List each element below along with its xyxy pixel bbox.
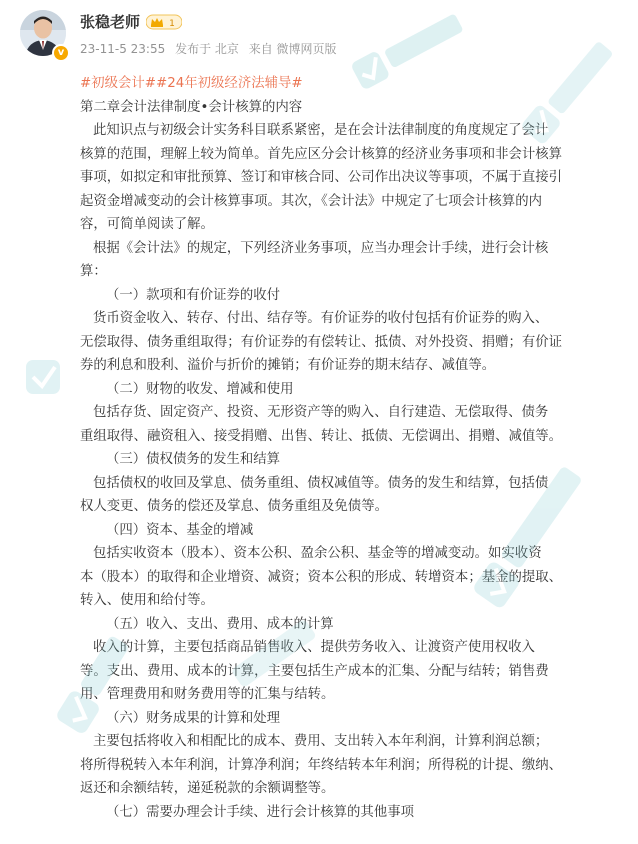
section-line: 包括实收资本（股本）、资本公积、盈余公积、基金等的增减变动。如实收资: [93, 546, 542, 561]
section-line: 券的利息和股利、溢价与折价的摊销；有价证券的期末结存、减值等。: [80, 358, 496, 373]
intro-line: 事项，如拟定和审批预算、签订和审核合同、公司作出决议等事项，不属于直接引: [80, 170, 563, 185]
lead-paragraph: [80, 237, 620, 284]
section-title: （二）财物的收发、增减和使用: [106, 381, 294, 397]
intro-line: 核算的范围，理解上较为简单。首先应区分会计核算的经济业务事项和非会计核算: [80, 146, 563, 162]
section-line: 返还和余额结转，递延税款的余额调整等。: [80, 781, 335, 796]
section-line: 包括债权的收回及掌息、债务重组、债权减值等。债务的发生和结算，包括债: [93, 475, 549, 491]
section-title: （三）债权债务的发生和结算: [106, 452, 281, 467]
verified-badge-icon: v: [52, 44, 70, 62]
section-line: 转入、使用和给付等。: [80, 593, 214, 608]
section-line: 重组取得、融资租入、接受捐赠、出售、转让、抵债、无偿调出、捐赠、减值等。: [80, 428, 563, 444]
post-heading: 第二章会计法律制度•会计核算的内容: [80, 99, 303, 115]
intro-line: 容，可简单阅读了解。: [80, 217, 214, 232]
intro-line: 起资金增减变动的会计核算事项。其次，《会计法》中规定了七项会计核算的内: [80, 193, 542, 209]
section-line: 收入的计算，主要包括商品销售收入、提供劳务收入、让渡资产使用权收入: [93, 640, 535, 655]
post-content: [80, 72, 620, 824]
lead-line: 算：: [80, 264, 107, 279]
section-line: 等。支出、费用、成本的计算，主要包括生产成本的汇集、分配与结转；销售费: [80, 663, 549, 679]
topic-tags[interactable]: #初级会计##24年初级经济法辅导#: [80, 76, 303, 91]
section-line: 主要包括将收入和相配比的成本、费用、支出转入本年利润，计算利润总额；: [93, 734, 549, 749]
post-meta: [80, 40, 343, 58]
author-name[interactable]: 张稳老师: [80, 13, 141, 31]
section-title: （一）款项和有价证券的收付: [106, 287, 281, 303]
intro-paragraph: [80, 119, 620, 237]
level-badge: 1: [169, 19, 175, 29]
section-title: （七）需要办理会计手续、进行会计核算的其他事项: [106, 804, 414, 820]
lead-line: 根据《会计法》的规定，下列经济业务事项，应当办理会计手续，进行会计核: [93, 240, 549, 256]
section-line: 用、管理费用和财务费用等的汇集与结转。: [80, 687, 335, 702]
section-title: （六）财务成果的计算和处理: [106, 710, 281, 726]
section-line: 无偿取得、债务重组取得；有价证券的有偿转让、抵债、对外投资、捐赠；有价证: [80, 334, 563, 350]
section-line: 包括存货、固定资产、投资、无形资产等的购入、自行建造、无偿取得、债务: [93, 405, 549, 420]
post-source: 来自 微博网页版: [248, 42, 337, 56]
section-line: 权人变更、债务的偿还及掌息、债务重组及免债等。: [80, 499, 388, 514]
post-location: 发布于 北京: [175, 42, 239, 56]
post-time[interactable]: 23-11-5 23:55: [80, 42, 166, 56]
section-line: 本（股本）的取得和企业增资、减资；资本公积的形成、转增资本；基金的提取、: [80, 569, 563, 585]
section-line: 货币资金收入、转存、付出、结存等。有价证券的收付包括有价证券的购入、: [93, 311, 549, 326]
section-line: 将所得税转入本年利润，计算净利润；年终结转本年利润；所得税的计提、缴纳、: [80, 757, 563, 773]
section-title: （五）收入、支出、费用、成本的计算: [106, 616, 334, 632]
crown-level-icon[interactable]: [146, 14, 182, 30]
zhengbao-watermark-logo: [20, 330, 80, 430]
section-title: （四）资本、基金的增减: [106, 522, 254, 538]
intro-line: 此知识点与初级会计实务科目联系紧密，是在会计法律制度的角度规定了会计: [93, 123, 549, 138]
